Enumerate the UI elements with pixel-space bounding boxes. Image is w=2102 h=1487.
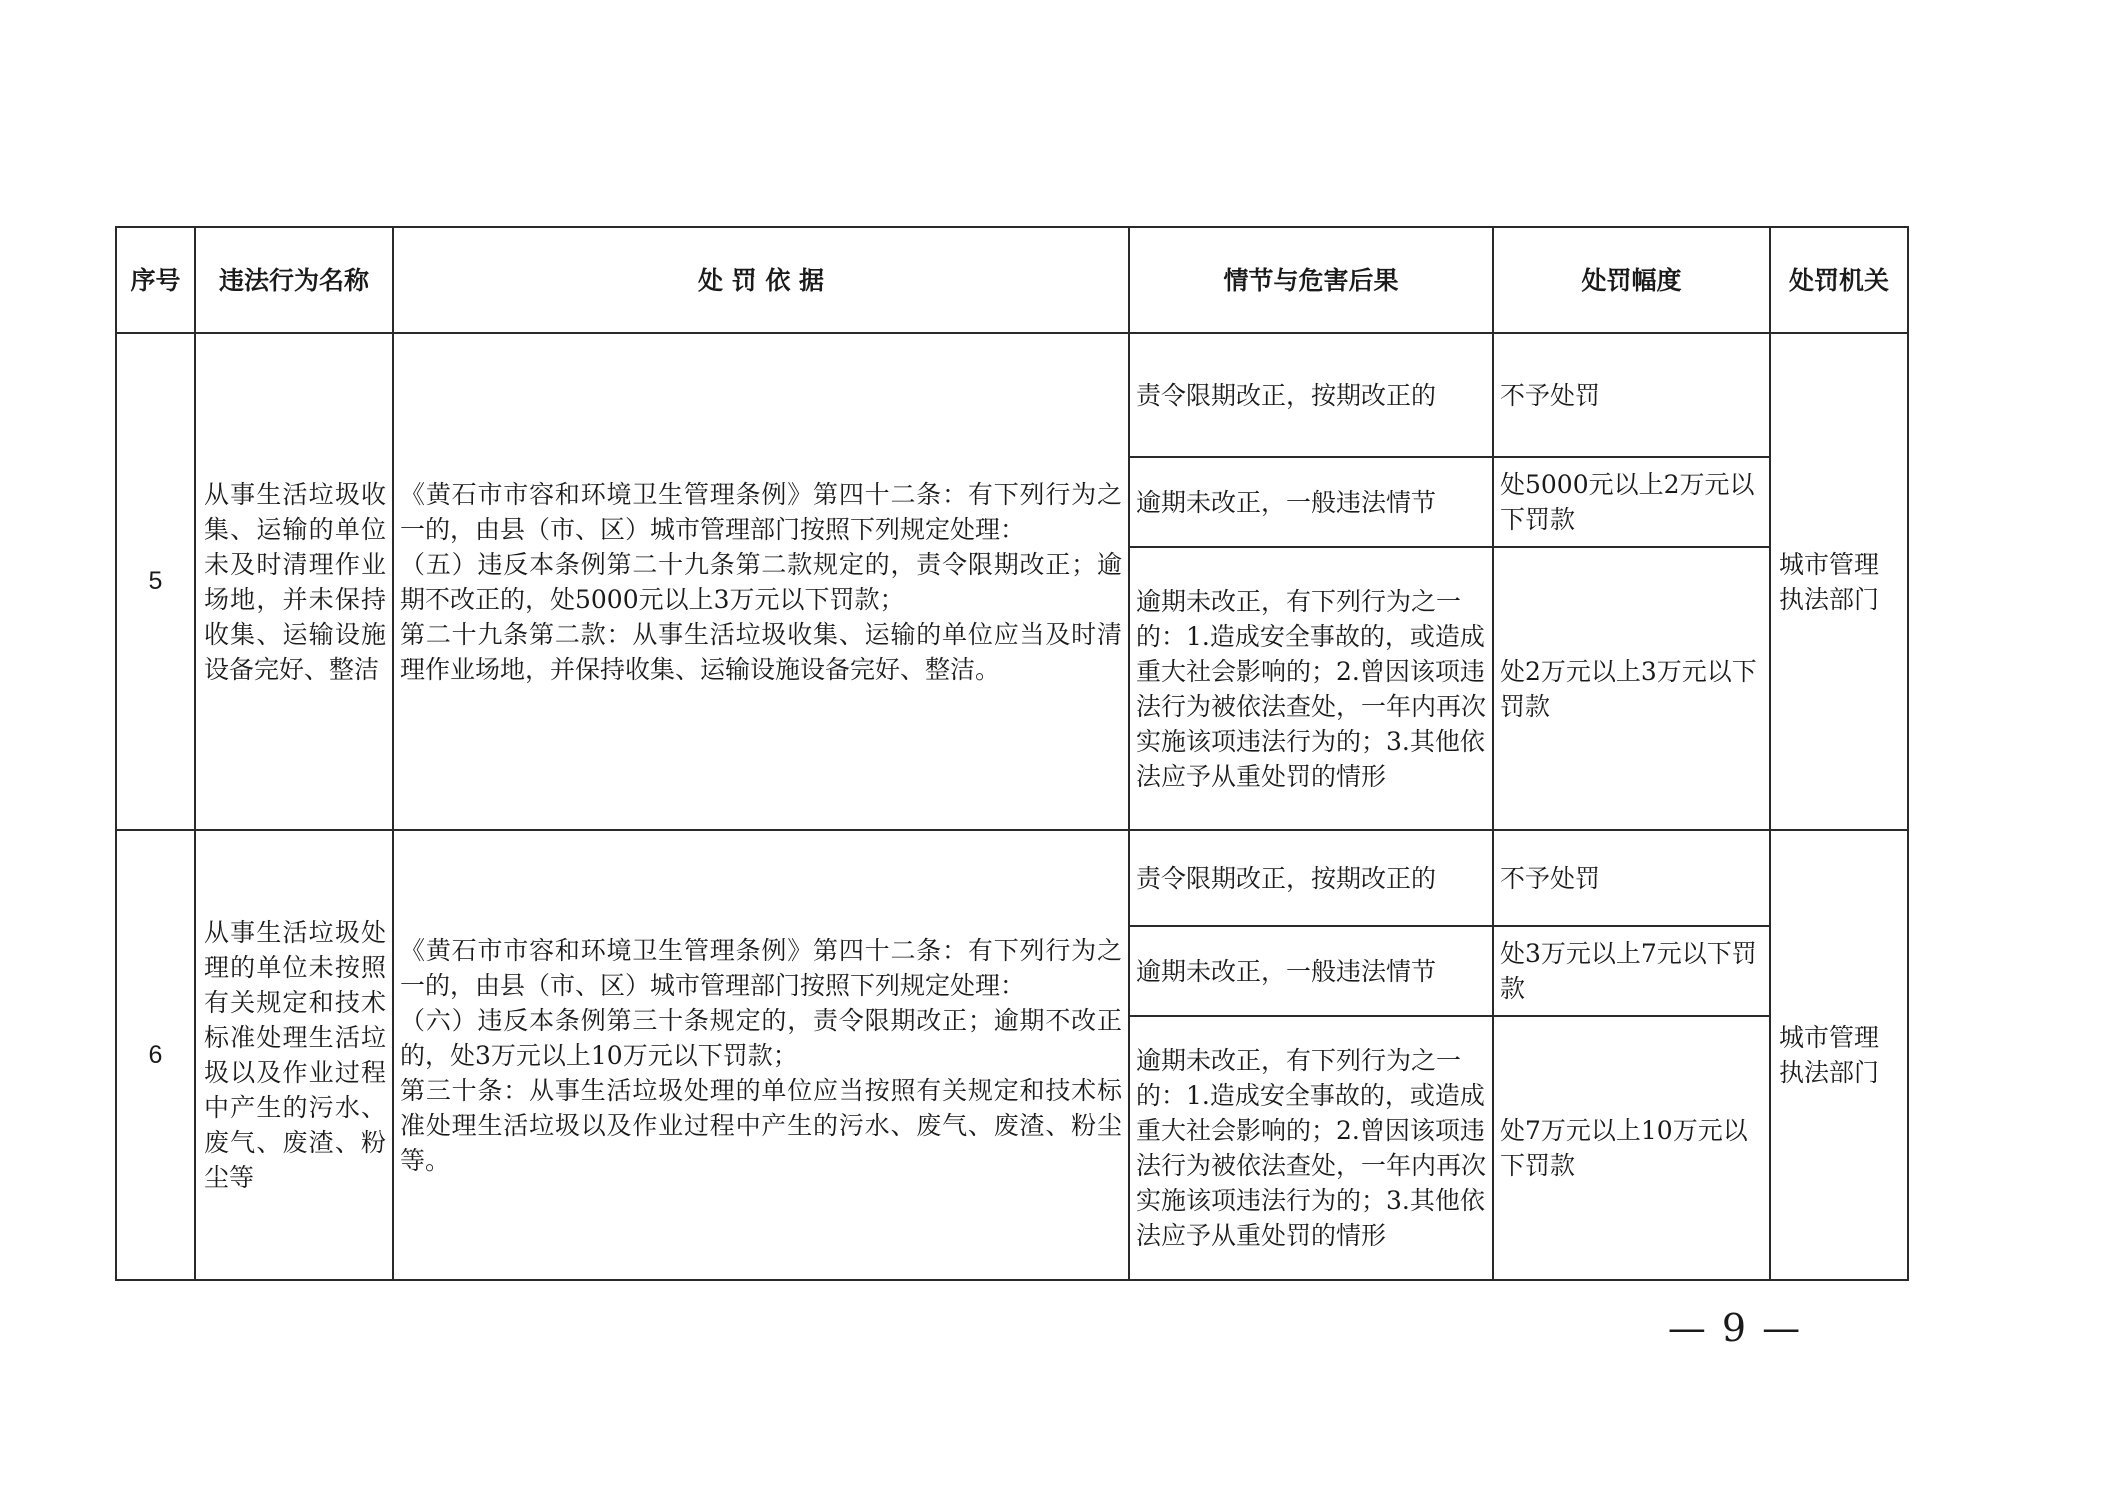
basis-line: 《黄石市市容和环境卫生管理条例》第四十二条：有下列行为之一的，由县（市、区）城市管理部门按照下列规定处理：: [400, 935, 1122, 1000]
page-number: — 9 —: [1667, 1306, 1803, 1350]
basis-line: （五）违反本条例第二十九条第二款规定的，责令限期改正；逾期不改正的，处5000元以上3万元以下罚款；: [400, 549, 1122, 614]
penalty-range-cell: 处2万元以上3万元以下罚款: [1493, 547, 1770, 830]
circumstance-cell: 逾期未改正，有下列行为之一的：1.造成安全事故的，或造成重大社会影响的；2.曾因该项违法行为被依法查处，一年内再次实施该项违法行为的；3.其他依法应予从重处罚的情形: [1129, 1016, 1493, 1280]
circumstance-cell: 责令限期改正，按期改正的: [1129, 830, 1493, 926]
penalty-range-cell: 处3万元以上7元以下罚款: [1493, 926, 1770, 1016]
penalty-range-cell: 不予处罚: [1493, 333, 1770, 457]
circumstance-cell: 逾期未改正，一般违法情节: [1129, 457, 1493, 547]
row-serial-number: 6: [116, 830, 195, 1280]
penalty-range-cell: 处7万元以上10万元以下罚款: [1493, 1016, 1770, 1280]
violation-name-cell: 从事生活垃圾处理的单位未按照有关规定和技术标准处理生活垃圾以及作业过程中产生的污水、废气、废渣、粉尘等: [195, 830, 393, 1280]
header-serial-number: 序号: [116, 227, 195, 333]
circumstance-cell: 逾期未改正，一般违法情节: [1129, 926, 1493, 1016]
table-row: [116, 333, 1908, 457]
basis-line: 《黄石市市容和环境卫生管理条例》第四十二条：有下列行为之一的，由县（市、区）城市管理部门按照下列规定处理：: [400, 479, 1122, 544]
authority-cell: 城市管理执法部门: [1770, 830, 1908, 1280]
row-serial-number: 5: [116, 333, 195, 830]
penalty-range-cell: 不予处罚: [1493, 830, 1770, 926]
table-row: [116, 830, 1908, 926]
basis-line: （六）违反本条例第三十条规定的，责令限期改正；逾期不改正的，处3万元以上10万元以下罚款；: [400, 1005, 1122, 1070]
header-penalty-basis: 处 罚 依 据: [393, 227, 1129, 333]
penalty-basis-cell: [393, 830, 1129, 1280]
penalty-standard-table: [115, 226, 1909, 1281]
circumstance-cell: 逾期未改正，有下列行为之一的：1.造成安全事故的，或造成重大社会影响的；2.曾因该项违法行为被依法查处，一年内再次实施该项违法行为的；3.其他依法应予从重处罚的情形: [1129, 547, 1493, 830]
header-penalty-range: 处罚幅度: [1493, 227, 1770, 333]
penalty-basis-cell: [393, 333, 1129, 830]
header-violation-name: 违法行为名称: [195, 227, 393, 333]
basis-line: 第二十九条第二款：从事生活垃圾收集、运输的单位应当及时清理作业场地，并保持收集、运输设施设备完好、整洁。: [400, 619, 1122, 684]
violation-name-cell: 从事生活垃圾收集、运输的单位未及时清理作业场地，并未保持收集、运输设施设备完好、整洁: [195, 333, 393, 830]
authority-cell: 城市管理执法部门: [1770, 333, 1908, 830]
header-circumstances: 情节与危害后果: [1129, 227, 1493, 333]
basis-line: 第三十条：从事生活垃圾处理的单位应当按照有关规定和技术标准处理生活垃圾以及作业过程中产生的污水、废气、废渣、粉尘等。: [400, 1075, 1122, 1175]
header-penalty-authority: 处罚机关: [1770, 227, 1908, 333]
circumstance-cell: 责令限期改正，按期改正的: [1129, 333, 1493, 457]
table-header-row: [116, 227, 1908, 333]
penalty-range-cell: 处5000元以上2万元以下罚款: [1493, 457, 1770, 547]
